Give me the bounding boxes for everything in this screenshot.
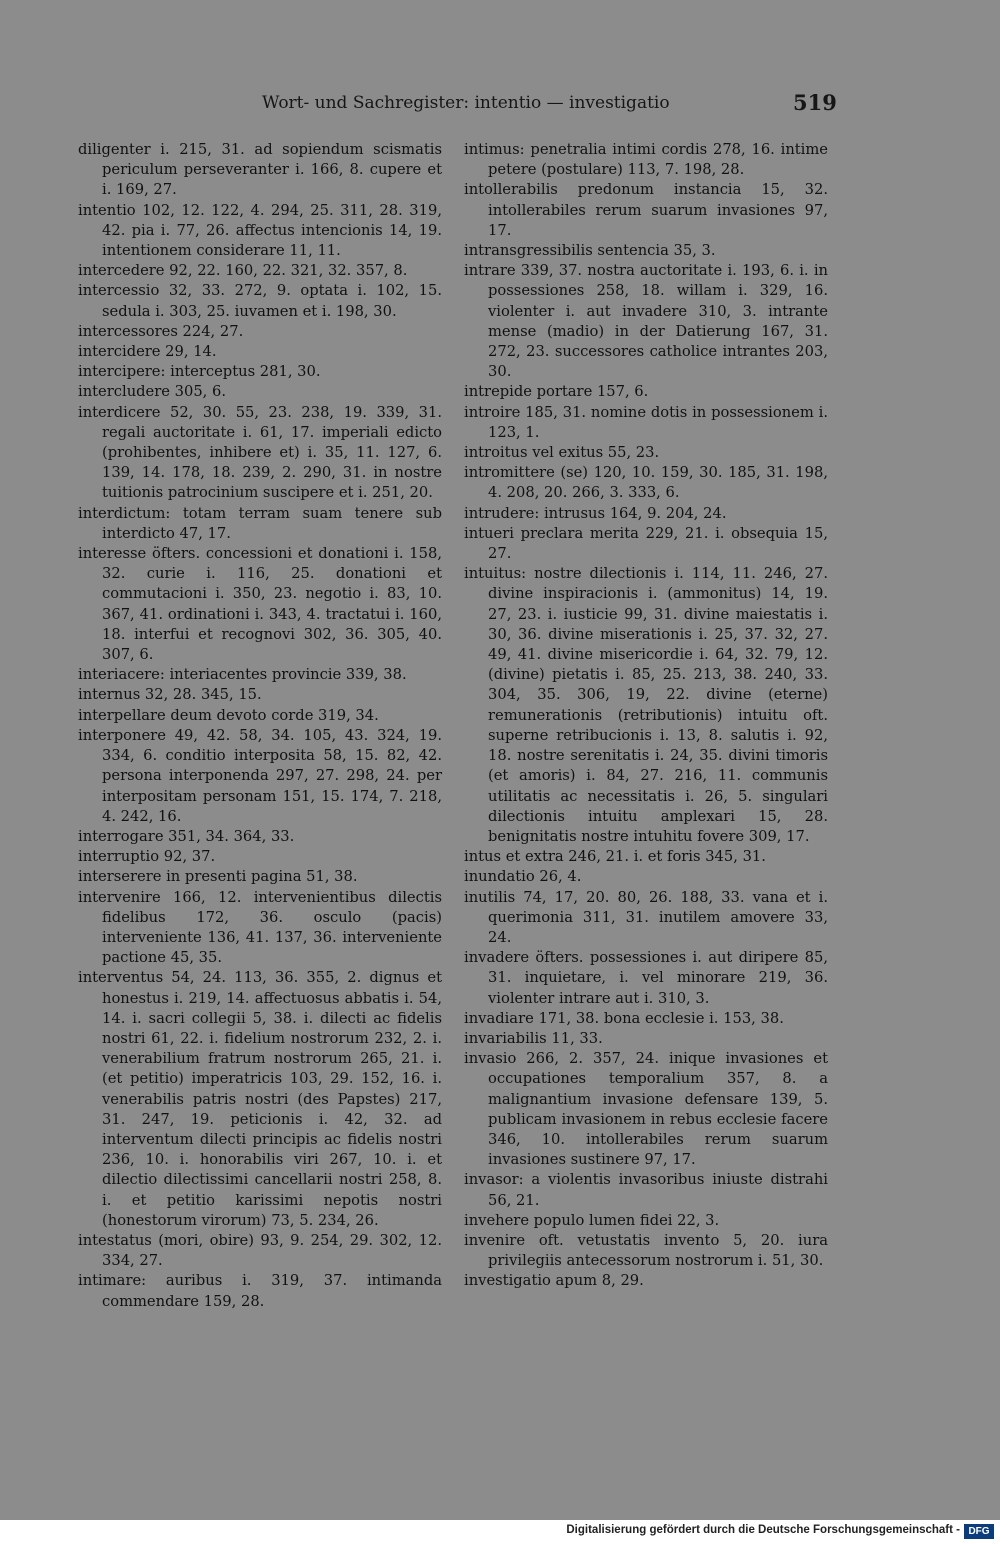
index-entry: intrare 339, 37. nostra auctoritate i. 193, 6. i. in possessiones 258, 18. willam i. 329, 16. violenter i. aut invadere 310, 3. intrante mense (madio) in der Datierung 167, 31. 272, 23. successores catholice intrantes 203, 30. bbox=[464, 262, 828, 381]
index-entry: inutilis 74, 17, 20. 80, 26. 188, 33. vana et i. querimonia 311, 31. inutilem amovere 33, 24. bbox=[464, 888, 828, 946]
index-entry: invadere öfters. possessiones i. aut diripere 85, 31. inquietare, i. vel minorare 219, 36. violenter intrare aut i. 310, 3. bbox=[464, 949, 828, 1007]
index-entry: intrepide portare 157, 6. bbox=[464, 383, 649, 401]
index-entry: invehere populo lumen fidei 22, 3. bbox=[464, 1211, 720, 1229]
page-number: 519 bbox=[793, 90, 837, 115]
index-entry: intueri preclara merita 229, 21. i. obsequia 15, 27. bbox=[464, 524, 828, 563]
index-entry: inundatio 26, 4. bbox=[464, 868, 582, 886]
index-entry: intransgressibilis sentencia 35, 3. bbox=[464, 242, 716, 260]
right-column bbox=[464, 140, 828, 1292]
left-column bbox=[78, 140, 442, 1312]
index-entry: interesse öfters. concessioni et donationi i. 158, 32. curie i. 116, 25. donationi et commutacioni i. 350, 23. negotio i. 83, 10. 367, 41. ordinationi i. 343, 4. tractatui i. 160, 18. interfui et recognovi 302, 36. 305, 40. 307, 6. bbox=[78, 545, 442, 664]
index-entry: invenire oft. vetustatis invento 5, 20. iura privilegiis antecessorum nostrorum i. 51, 30. bbox=[464, 1231, 828, 1270]
index-entry: interdicere 52, 30. 55, 23. 238, 19. 339, 31. regali auctoritate i. 61, 17. imperiali edicto (prohibentes, inhibere et) i. 35, 11. 127, 6. 139, 14. 178, 18. 239, 2. 290, 31. in nostre tuitionis patrocinium suscipere et i. 251, 20. bbox=[78, 403, 442, 502]
index-entry: interserere in presenti pagina 51, 38. bbox=[78, 868, 358, 886]
index-entry: intercludere 305, 6. bbox=[78, 383, 227, 401]
index-entry: intollerabilis predonum instancia 15, 32. intollerabiles rerum suarum invasiones 97, 17. bbox=[464, 181, 828, 239]
index-entry: intentio 102, 12. 122, 4. 294, 25. 311, 28. 319, 42. pia i. 77, 26. affectus intencionis 14, 19. intentionem considerare 11, 11. bbox=[78, 201, 442, 260]
index-entry: interdictum: totam terram suam tenere sub interdicto 47, 17. bbox=[78, 504, 442, 542]
index-entry: intrudere: intrusus 164, 9. 204, 24. bbox=[464, 504, 727, 522]
index-entry: intuitus: nostre dilectionis i. 114, 11. 246, 27. divine inspiracionis i. (ammonitus) 14, 19. 27, 23. i. iusticie 99, 31. divine maiestatis i. 30, 36. divine miserationis i. 25, 37. 32, 27. 49, 41. divine misericordie i. 64, 32. 79, 12. (divine) pietatis i. 85, 25. 213, 38. 240, 33. 304, 35. 306, 19, 22. divine (eterne) remunerationis (retributionis) intuitu oft. superne retribucionis i. 13, 8. salutis i. 92, 18. nostre serenitatis i. 24, 35. divini timoris (et amoris) i. 84, 27. 216, 11. communis utilitatis ac necessitatis i. 26, 5. singulari dilectionis intuitu amplexari 15, 28. benignitatis nostre intuhitu fovere 309, 17. bbox=[464, 565, 828, 845]
index-entry: interponere 49, 42. 58, 34. 105, 43. 324, 19. 334, 6. conditio interposita 58, 15. 82, 42. persona interponenda 297, 27. 298, 24. per interpositam personam 151, 15. 174, 7. 218, 4. 242, 16. bbox=[78, 726, 442, 825]
index-entry: interiacere: interiacentes provincie 339, 38. bbox=[78, 666, 407, 684]
index-entry: intimus: penetralia intimi cordis 278, 16. intime petere (postulare) 113, 7. 198, 28. bbox=[464, 141, 828, 179]
index-entry: invadiare 171, 38. bona ecclesie i. 153, 38. bbox=[464, 1009, 784, 1027]
index-entry: intercedere 92, 22. 160, 22. 321, 32. 357, 8. bbox=[78, 262, 408, 280]
index-entry: diligenter i. 215, 31. ad sopiendum scismatis periculum perseveranter i. 166, 8. cupere et i. 169, 27. bbox=[78, 141, 442, 199]
index-entry: interventus 54, 24. 113, 36. 355, 2. dignus et honestus i. 219, 14. affectuosus abbatis i. 54, 14. i. sacri collegii 5, 38. i. dilecti ac fidelis nostri 61, 22. i. fidelium nostrorum 232, 2. i. venerabilium fratrum nostrorum 265, 21. i. (et petitio) imperatricis 103, 29. 152, 16. i. venerabilis patris nostri (des Papstes) 217, 31. 247, 19. peticionis i. 42, 32. ad interventum dilecti principis ac fidelis nostri 236, 10. i. honorabilis viri 267, 10. i. et dilectio dilectissimi cancellarii nostri 258, 8. i. et petitio karissimi nepotis nostri (honestorum virorum) 73, 5. 234, 26. bbox=[78, 969, 442, 1229]
index-entry: intercipere: interceptus 281, 30. bbox=[78, 363, 321, 381]
dfg-logo-icon: DFG bbox=[964, 1524, 994, 1539]
index-entry: interrogare 351, 34. 364, 33. bbox=[78, 827, 295, 845]
index-entry: interruptio 92, 37. bbox=[78, 848, 216, 866]
footer-bar bbox=[0, 1520, 1000, 1544]
index-entry: invariabilis 11, 33. bbox=[464, 1029, 603, 1047]
index-entry: invasor: a violentis invasoribus iniuste distrahi 56, 21. bbox=[464, 1171, 828, 1209]
index-entry: investigatio apum 8, 29. bbox=[464, 1272, 644, 1290]
index-entry: intimare: auribus i. 319, 37. intimanda commendare 159, 28. bbox=[78, 1272, 442, 1310]
index-entry: interpellare deum devoto corde 319, 34. bbox=[78, 706, 379, 724]
index-entry: intervenire 166, 12. intervenientibus dilectis fidelibus 172, 36. osculo (pacis) interveniente 136, 41. 137, 36. interveniente pactione 45, 35. bbox=[78, 888, 442, 967]
index-entry: intus et extra 246, 21. i. et foris 345, 31. bbox=[464, 848, 766, 866]
index-entry: intercessores 224, 27. bbox=[78, 322, 244, 340]
running-head: Wort- und Sachregister: intentio — investigatio bbox=[262, 93, 670, 113]
index-entry: intercidere 29, 14. bbox=[78, 343, 217, 361]
index-entry: internus 32, 28. 345, 15. bbox=[78, 686, 262, 704]
index-entry: intercessio 32, 33. 272, 9. optata i. 102, 15. sedula i. 303, 25. iuvamen et i. 198, 30. bbox=[78, 282, 442, 320]
index-entry: invasio 266, 2. 357, 24. inique invasiones et occupationes temporalium 357, 8. a malignantium invasione defensare 139, 5. publicam invasionem in rebus ecclesie facere 346, 10. intollerabiles rerum suarum invasiones sustinere 97, 17. bbox=[464, 1050, 828, 1169]
index-entry: intestatus (mori, obire) 93, 9. 254, 29. 302, 12. 334, 27. bbox=[78, 1231, 442, 1270]
index-entry: introire 185, 31. nomine dotis in possessionem i. 123, 1. bbox=[464, 403, 828, 441]
index-entry: introitus vel exitus 55, 23. bbox=[464, 444, 660, 462]
footer-credit: Digitalisierung gefördert durch die Deutsche Forschungsgemeinschaft - bbox=[566, 1524, 960, 1536]
index-entry: intromittere (se) 120, 10. 159, 30. 185, 31. 198, 4. 208, 20. 266, 3. 333, 6. bbox=[464, 464, 828, 502]
